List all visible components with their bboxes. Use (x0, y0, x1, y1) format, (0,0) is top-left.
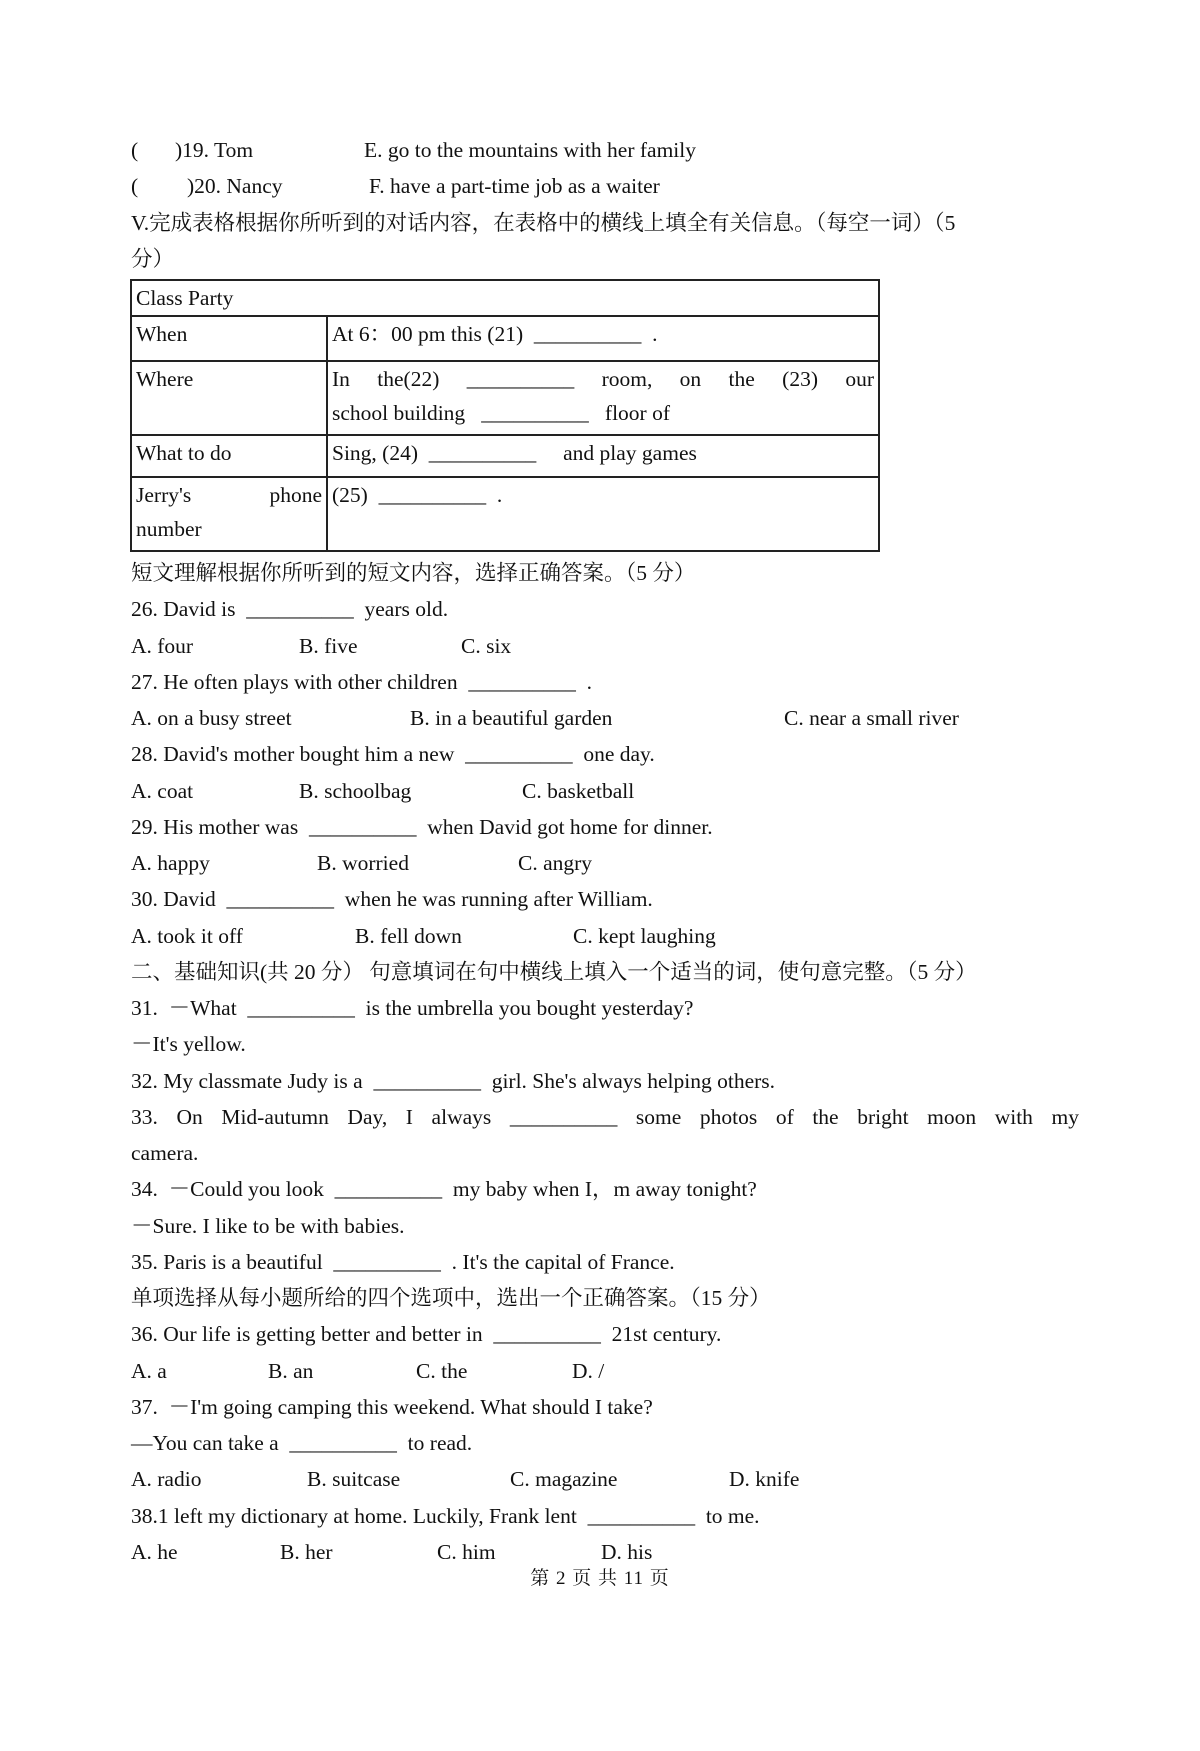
question-stem: 36. Our life is getting better and better in __________ 21st century. (131, 1322, 722, 1347)
option: B. fell down (355, 923, 462, 948)
option: A. four (131, 633, 194, 658)
option: D. knife (729, 1467, 800, 1492)
question-stem: 30. David __________ when he was running after William. (131, 887, 653, 912)
question-stem: 26. David is __________ years old. (131, 597, 449, 622)
question-stem: 31. －What __________ is the umbrella you bought yesterday? (131, 996, 694, 1020)
question-dialogue: —You can take a __________ to read. (131, 1431, 473, 1455)
class-party-table (130, 279, 880, 552)
item-name: )20. Nancy (187, 174, 283, 199)
row-label-part: number (136, 517, 202, 541)
option: C. near a small river (784, 706, 959, 730)
row-value: Sing, (24) __________ and play games (327, 435, 879, 477)
option: A. radio (131, 1467, 202, 1492)
row-value: (25) __________ . (327, 477, 879, 551)
page-footer: 第 2 页 共 11 页 (530, 1568, 670, 1589)
option: B. worried (317, 851, 409, 875)
question-options (131, 628, 1079, 664)
item-option: E. go to the mountains with her family (364, 138, 697, 162)
table-row (131, 435, 879, 477)
question-stem-cont: camera. (131, 1141, 199, 1165)
option: A. he (131, 1539, 178, 1564)
part2-heading: 二、基础知识(共 20 分） 句意填词在句中横线上填入一个适当的词，使句意完整。（5 分） (131, 959, 977, 984)
row-value: At 6：00 pm this (21) __________ . (327, 316, 879, 361)
table-row (131, 361, 879, 435)
question-options (131, 773, 1079, 809)
option: B. an (268, 1358, 314, 1383)
row-value-line: In the(22) __________ room, on the (23) our (332, 367, 874, 391)
question-dialogue: －Sure. I like to be with babies. (131, 1213, 405, 1238)
question-stem: 27. He often plays with other children __________ . (131, 669, 592, 694)
option: C. kept laughing (573, 923, 716, 948)
option: B. in a beautiful garden (410, 706, 613, 730)
option: D. his (601, 1539, 653, 1564)
answer-paren: ( (131, 174, 139, 199)
option: A. happy (131, 851, 210, 875)
question-stem: 29. His mother was __________ when David got home for dinner. (131, 814, 713, 839)
option: C. angry (518, 851, 593, 875)
listening-heading: 短文理解根据你所听到的短文内容，选择正确答案。（5 分） (131, 561, 696, 585)
option: B. suitcase (307, 1467, 401, 1492)
question-options (131, 700, 1079, 736)
option: C. magazine (510, 1467, 618, 1492)
option: A. on a busy street (131, 706, 292, 730)
option: C. six (461, 633, 512, 658)
option: C. the (416, 1358, 468, 1383)
row-label: When (131, 316, 327, 361)
section-v-heading: V.完成表格根据你所听到的对话内容，在表格中的横线上填全有关信息。（每空一词）（5 (131, 210, 956, 235)
option: A. took it off (131, 923, 243, 948)
question-options (131, 918, 1079, 954)
option: D. / (572, 1358, 605, 1383)
table-row (131, 477, 879, 551)
row-value (327, 361, 879, 435)
row-label-part: Jerry's (136, 483, 192, 507)
option: A. a (131, 1358, 167, 1383)
option: B. her (280, 1539, 333, 1564)
row-label (131, 477, 327, 551)
option: A. coat (131, 778, 194, 803)
question-stem: 33. On Mid-autumn Day, I always __________ some photos of the bright moon with my (131, 1104, 1079, 1129)
single-choice-heading: 单项选择从每小题所给的四个选项中，选出一个正确答案。（15 分） (131, 1286, 771, 1310)
question-options (131, 845, 1079, 881)
row-label: What to do (131, 435, 327, 477)
matching-item-19 (131, 132, 1079, 168)
row-value-line: school building __________ floor of (332, 401, 671, 425)
question-stem: 34. －Could you look __________ my baby when I，m away tonight? (131, 1177, 757, 1202)
exam-page (131, 132, 1079, 1570)
section-v-heading-cont: 分） (131, 246, 175, 271)
question-stem: 38.1 left my dictionary at home. Luckily, Frank lent __________ to me. (131, 1503, 760, 1528)
option: C. basketball (522, 778, 635, 803)
matching-item-20 (131, 168, 1079, 204)
row-label-part: phone (269, 483, 322, 507)
question-options (131, 1461, 1079, 1497)
question-stem: 32. My classmate Judy is a __________ girl. She's always helping others. (131, 1068, 776, 1093)
answer-paren: ( (131, 138, 139, 162)
row-label: Where (131, 361, 327, 435)
question-stem: 37. －I'm going camping this weekend. What should I take? (131, 1394, 653, 1419)
item-option: F. have a part-time job as a waiter (369, 174, 660, 199)
question-stem: 35. Paris is a beautiful __________ . It's the capital of France. (131, 1249, 675, 1274)
option: C. him (437, 1539, 496, 1564)
table-title: Class Party (131, 280, 879, 316)
table-title-row (131, 280, 879, 316)
option: B. five (299, 633, 358, 658)
question-options (131, 1353, 1079, 1389)
option: B. schoolbag (299, 778, 412, 803)
table-row (131, 316, 879, 361)
question-stem: 28. David's mother bought him a new __________ one day. (131, 742, 655, 767)
item-name: )19. Tom (175, 138, 254, 162)
question-dialogue: －It's yellow. (131, 1032, 246, 1057)
